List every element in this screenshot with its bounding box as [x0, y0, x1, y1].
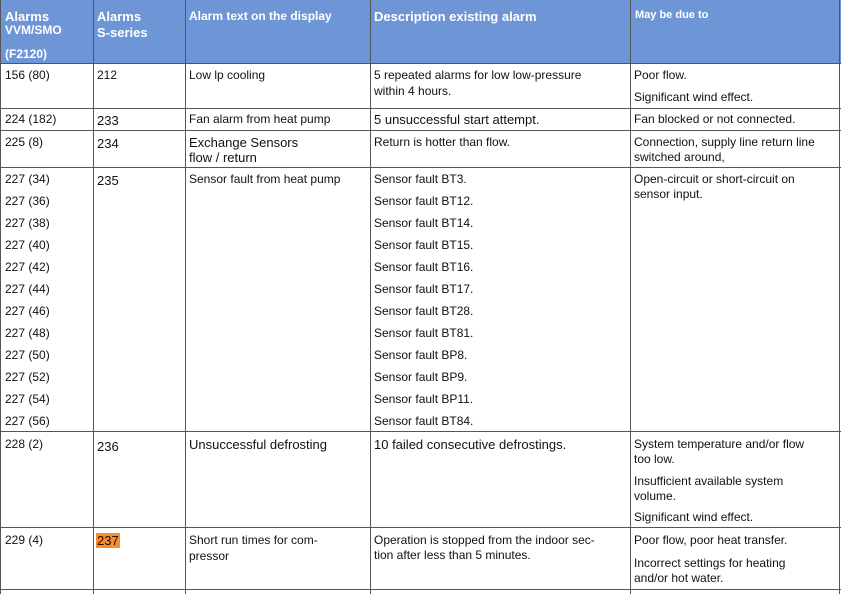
cell-cause: Incorrect settings for heating: [634, 556, 786, 570]
cell-f2120: 227 (48): [5, 326, 50, 340]
cell-description: Sensor fault BP8.: [374, 348, 468, 362]
header-col1-line1: Alarms: [5, 9, 50, 24]
column-divider: [630, 0, 631, 594]
header-col3: Alarm text on the display: [189, 9, 332, 23]
cell-cause: Poor flow.: [634, 68, 687, 82]
cell-description: 10 failed consecutive defrostings.: [374, 437, 567, 452]
cell-description: tion after less than 5 minutes.: [374, 548, 531, 562]
cell-description: Sensor fault BT17.: [374, 282, 474, 296]
column-divider: [185, 0, 186, 594]
cell-f2120: 227 (42): [5, 260, 50, 274]
column-divider: [839, 0, 840, 594]
cell-alarm-text: pressor: [189, 549, 230, 563]
cell-cause: switched around,: [634, 150, 725, 164]
cell-description: Operation is stopped from the indoor sec-: [374, 533, 595, 547]
cell-f2120: 227 (54): [5, 392, 50, 406]
cell-cause: Connection, supply line return line: [634, 135, 815, 149]
cell-description: 5 unsuccessful start attempt.: [374, 112, 540, 127]
header-col4: Description existing alarm: [374, 9, 537, 24]
cell-cause: sensor input.: [634, 187, 703, 201]
cell-sseries: 234: [97, 136, 119, 151]
cell-alarm-text: Short run times for com-: [189, 533, 318, 547]
cell-description: within 4 hours.: [374, 84, 452, 98]
cell-sseries: 212: [97, 68, 118, 82]
cell-cause: too low.: [634, 452, 675, 466]
cell-alarm-text: Exchange Sensors: [189, 135, 299, 150]
cell-f2120: 227 (46): [5, 304, 50, 318]
cell-alarm-text: Sensor fault from heat pump: [189, 172, 341, 186]
cell-f2120: 227 (36): [5, 194, 50, 208]
header-col1-line2: VVM/SMO: [5, 23, 62, 37]
cell-description: Sensor fault BT14.: [374, 216, 474, 230]
cell-f2120: 229 (4): [5, 533, 44, 547]
cell-cause: Open-circuit or short-circuit on: [634, 172, 795, 186]
cell-f2120: 227 (50): [5, 348, 50, 362]
cell-sseries: 233: [97, 113, 119, 128]
row-divider: [0, 108, 841, 109]
cell-cause: volume.: [634, 489, 677, 503]
cell-alarm-text: flow / return: [189, 150, 257, 165]
row-divider: [0, 167, 841, 168]
column-divider: [370, 0, 371, 594]
cell-f2120: 227 (34): [5, 172, 50, 186]
header-col5: May be due to: [635, 9, 709, 21]
cell-f2120: 225 (8): [5, 135, 44, 149]
cell-f2120: 227 (56): [5, 414, 50, 428]
cell-cause: Significant wind effect.: [634, 90, 754, 104]
cell-description: 5 repeated alarms for low low-pressure: [374, 68, 582, 82]
row-divider: [0, 130, 841, 131]
cell-cause: Significant wind effect.: [634, 510, 754, 524]
cell-alarm-text: Low lp cooling: [189, 68, 266, 82]
cell-description: Return is hotter than flow.: [374, 135, 511, 149]
cell-description: Sensor fault BT12.: [374, 194, 474, 208]
cell-description: Sensor fault BT15.: [374, 238, 474, 252]
row-divider: [0, 589, 841, 590]
cell-f2120: 228 (2): [5, 437, 44, 451]
cell-sseries: 235: [97, 173, 119, 188]
column-divider: [0, 0, 1, 594]
column-divider: [93, 0, 94, 594]
cell-f2120: 156 (80): [5, 68, 50, 82]
header-col2-line1: Alarms: [97, 9, 142, 24]
cell-f2120: 227 (44): [5, 282, 50, 296]
cell-f2120: 224 (182): [5, 112, 57, 126]
cell-f2120: 227 (40): [5, 238, 50, 252]
cell-f2120: 227 (38): [5, 216, 50, 230]
cell-alarm-text: Fan alarm from heat pump: [189, 112, 331, 126]
highlight-marker: 237: [97, 533, 119, 548]
row-divider: [0, 63, 841, 64]
header-col2-line2: S-series: [97, 25, 148, 40]
header-col1-line3: (F2120): [5, 47, 48, 61]
row-divider: [0, 527, 841, 528]
cell-cause: Poor flow, poor heat transfer.: [634, 533, 788, 547]
cell-description: Sensor fault BT81.: [374, 326, 474, 340]
cell-alarm-text: Unsuccessful defrosting: [189, 437, 328, 452]
row-divider: [0, 431, 841, 432]
cell-description: Sensor fault BT28.: [374, 304, 474, 318]
cell-description: Sensor fault BP11.: [374, 392, 474, 406]
cell-description: Sensor fault BP9.: [374, 370, 468, 384]
cell-description: Sensor fault BT3.: [374, 172, 467, 186]
cell-f2120: 227 (52): [5, 370, 50, 384]
cell-sseries: [96, 534, 120, 547]
cell-cause: and/or hot water.: [634, 571, 724, 585]
cell-cause: System temperature and/or flow: [634, 437, 805, 451]
cell-cause: Fan blocked or not connected.: [634, 112, 796, 126]
cell-description: Sensor fault BT84.: [374, 414, 474, 428]
cell-cause: Insufficient available system: [634, 474, 784, 488]
cell-sseries: 236: [97, 439, 119, 454]
cell-description: Sensor fault BT16.: [374, 260, 474, 274]
